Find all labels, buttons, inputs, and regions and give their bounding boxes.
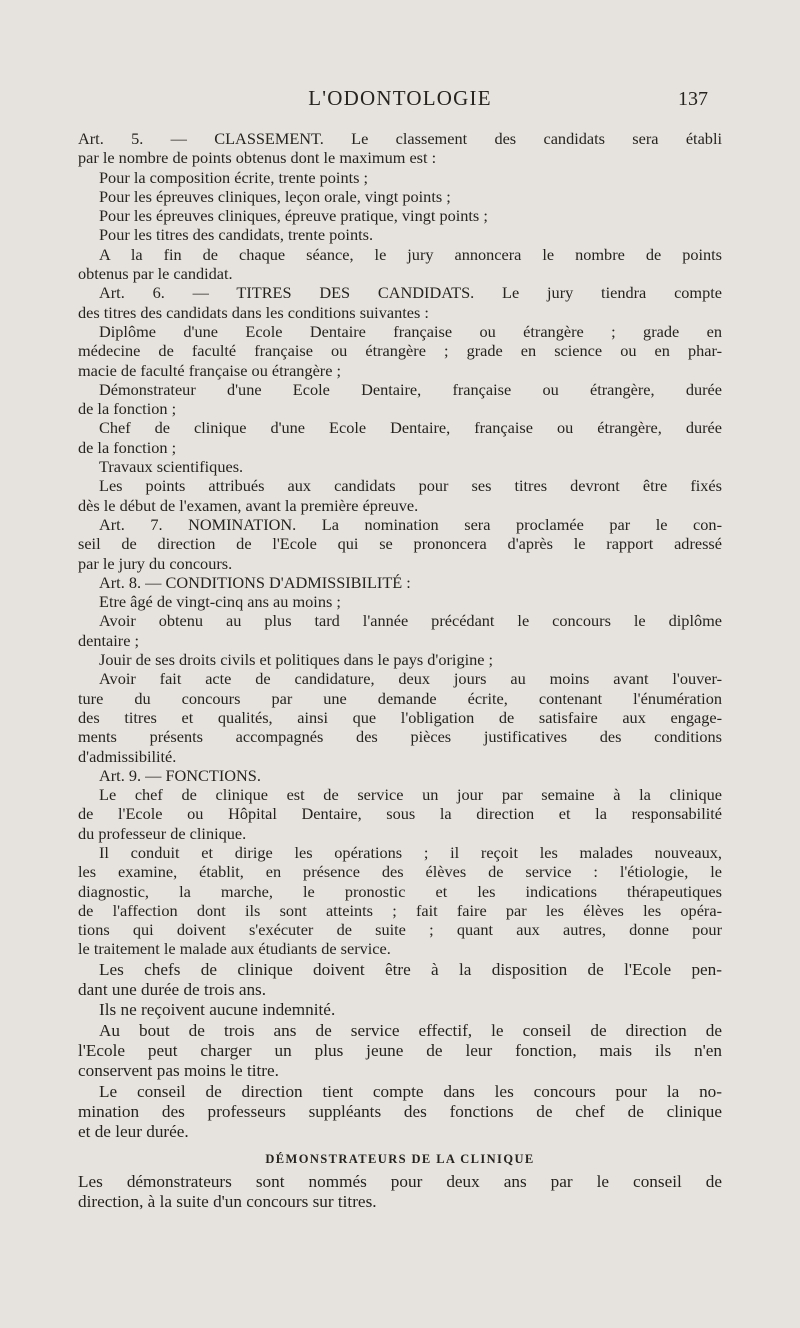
text-line: A la fin de chaque séance, le jury annoncera le nombre de points [99, 244, 722, 264]
body-text [78, 129, 722, 1212]
text-line: macie de faculté française ou étrangère ; [78, 360, 342, 380]
text-line: et de leur durée. [78, 1122, 189, 1142]
text-line: Avoir fait acte de candidature, deux jours au moins avant l'ouver- [99, 669, 722, 689]
text-line: Les points attribués aux candidats pour ses titres devront être fixés [99, 476, 722, 496]
text-line: Les chefs de clinique doivent être à la disposition de l'Ecole pen- [99, 959, 722, 979]
section-heading: DÉMONSTRATEURS DE LA CLINIQUE [265, 1152, 535, 1167]
text-line: obtenus par le candidat. [78, 264, 233, 284]
text-line: dentaire ; [78, 630, 140, 650]
text-line: Ils ne reçoivent aucune indemnité. [99, 1000, 336, 1020]
text-line: Avoir obtenu au plus tard l'année précédant le concours le diplôme [99, 611, 722, 631]
running-title: L'ODONTOLOGIE [308, 86, 492, 110]
text-line: mination des professeurs suppléants des fonctions de chef de clinique [78, 1101, 722, 1121]
text-line: diagnostic, la marche, le pronostic et les indications thérapeutiques [78, 881, 722, 901]
text-line: Art. 9. — FONCTIONS. [99, 765, 261, 785]
text-line: des titres des candidats dans les conditions suivantes : [78, 302, 429, 322]
text-line: des titres et qualités, ainsi que l'obligation de satisfaire aux engage- [78, 707, 722, 727]
text-line: Pour les titres des candidats, trente points. [99, 225, 374, 245]
text-line: Art. 7. NOMINATION. La nomination sera proclamée par le con- [99, 514, 722, 534]
text-line: Art. 8. — CONDITIONS D'ADMISSIBILITÉ : [99, 572, 411, 592]
text-line: ture du concours par une demande écrite, contenant l'énumération [78, 688, 722, 708]
text-line: Le conseil de direction tient compte dans les concours pour la no- [99, 1081, 722, 1101]
text-line: Art. 5. — CLASSEMENT. Le classement des candidats sera établi [78, 129, 722, 148]
text-line: Pour les épreuves cliniques, épreuve pratique, vingt points ; [99, 206, 488, 226]
text-line: dant une durée de trois ans. [78, 980, 267, 1000]
text-line: Au bout de trois ans de service effectif, le conseil de direction de [99, 1020, 722, 1040]
text-line: Chef de clinique d'une Ecole Dentaire, française ou étrangère, durée [99, 418, 722, 438]
text-line: Jouir de ses droits civils et politiques dans le pays d'origine ; [99, 650, 494, 670]
text-line: Etre âgé de vingt-cinq ans au moins ; [99, 592, 341, 612]
text-line: l'Ecole peut charger un plus jeune de leur fonction, mais ils n'en [78, 1040, 722, 1060]
text-line: Art. 6. — TITRES DES CANDIDATS. Le jury tiendra compte [99, 283, 722, 303]
text-line: par le jury du concours. [78, 553, 233, 573]
text-line: Il conduit et dirige les opérations ; il reçoit les malades nouveaux, [99, 842, 722, 862]
text-line: Pour les épreuves cliniques, leçon orale, vingt points ; [99, 186, 451, 206]
text-line: Le chef de clinique est de service un jour par semaine à la clinique [99, 785, 722, 805]
text-line: médecine de faculté française ou étrangère ; grade en science ou en phar- [78, 341, 722, 361]
page-number: 137 [678, 88, 708, 110]
text-line: dès le début de l'examen, avant la première épreuve. [78, 495, 419, 515]
text-line: du professeur de clinique. [78, 823, 247, 843]
text-line: Démonstrateur d'une Ecole Dentaire, française ou étrangère, durée [99, 379, 722, 399]
text-line: ments présents accompagnés des pièces justificatives des conditions [78, 727, 722, 747]
text-line: par le nombre de points obtenus dont le maximum est : [78, 148, 437, 168]
text-line: le traitement le malade aux étudiants de service. [78, 939, 391, 959]
text-line: Diplôme d'une Ecole Dentaire française ou étrangère ; grade en [99, 321, 722, 341]
text-line: de la fonction ; [78, 437, 177, 457]
text-line: de l'affection dont ils sont atteints ; fait faire par les élèves les opéra- [78, 900, 722, 920]
text-line: les examine, établit, en présence des élèves de service : l'étiologie, le [78, 862, 722, 882]
text-line: de la fonction ; [78, 399, 177, 419]
text-line: Les démonstrateurs sont nommés pour deux ans par le conseil de [78, 1171, 722, 1191]
text-line: conservent pas moins le titre. [78, 1061, 279, 1081]
text-line: Travaux scientifiques. [99, 457, 244, 477]
text-line: de l'Ecole ou Hôpital Dentaire, sous la direction et la responsabilité [78, 804, 722, 824]
text-line: Pour la composition écrite, trente points ; [99, 167, 369, 187]
running-head [0, 86, 800, 116]
text-line: tions qui doivent s'exécuter de suite ; quant aux autres, donne pour [78, 920, 722, 940]
text-line: seil de direction de l'Ecole qui se prononcera d'après le rapport adressé [78, 534, 722, 554]
text-line: d'admissibilité. [78, 746, 177, 766]
text-line: direction, à la suite d'un concours sur titres. [78, 1192, 377, 1212]
